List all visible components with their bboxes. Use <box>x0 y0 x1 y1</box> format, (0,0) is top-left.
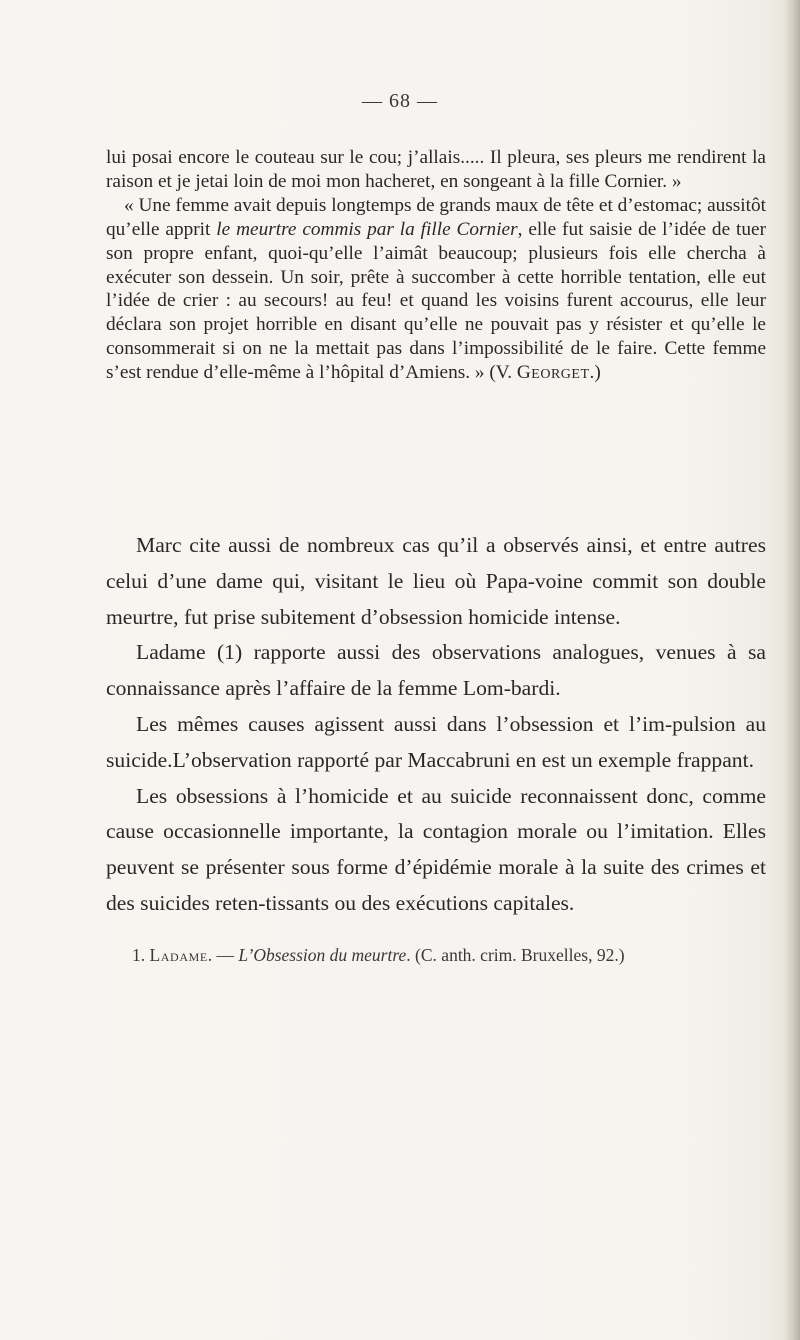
footnote-title: L’Obsession du meurtre <box>238 945 407 965</box>
quote-paragraph-1: lui posai encore le couteau sur le cou; j’allais..... Il pleura, ses pleurs me rendirent la raison et je jetai loin de moi mon hacheret, en songeant à la fille Cornier. » <box>106 147 766 192</box>
quote-italic-phrase: le meurtre commis par la fille Cornier <box>216 218 518 240</box>
quote-source-author: Georget <box>516 362 590 384</box>
quote-paragraph-2-end: , elle fut saisie de l’idée de tuer son propre enfant, quoi-qu’elle l’aimât beaucoup; plusieurs fois elle chercha à exécuter son dessein. Un soir, prête à succomber à cette horrible tentation, elle eut l’idée de crier : au secours! au feu! et quand les voisins furent accourus, elle leur déclara son projet horrible en disant qu’elle ne pouvait pas y résister et qu’elle le consommerait si on ne la mettait pas dans l’impossibilité de le faire. Cette femme s’est rendue d’elle-même à l’hôpital d’Amiens. » <box>106 218 766 384</box>
quote-source-close: .) <box>589 362 601 384</box>
quote-paragraph-2-start: « Une femme avait depuis longtemps de grands maux de tête et d’estomac; aussitôt qu’elle apprit <box>106 194 766 240</box>
footnote-rest: . (C. anth. crim. Bruxelles, 92.) <box>406 945 625 965</box>
quote-source-open: (V. <box>484 362 517 384</box>
main-text <box>106 528 766 922</box>
quoted-passage <box>106 146 766 385</box>
page-edge-shadow <box>784 0 800 1340</box>
body-paragraph-3: Les mêmes causes agissent aussi dans l’obsession et l’im-pulsion au suicide.L’observation rapporté par Maccabruni en est un exemple frappant. <box>106 711 766 772</box>
body-paragraph-2: Ladame (1) rapporte aussi des observations analogues, venues à sa connaissance après l’affaire de la femme Lom-bardi. <box>106 640 766 701</box>
footnote-dash: . — <box>207 945 239 965</box>
footnote-number: 1. <box>132 945 150 965</box>
footnote <box>132 944 772 966</box>
quote-paragraph-2 <box>106 194 766 385</box>
page-number: — 68 — <box>362 90 438 112</box>
body-paragraph-4: Les obsessions à l’homicide et au suicide reconnaissent donc, comme cause occasionnelle importante, la contagion morale ou l’imitation. Elles peuvent se présenter sous forme d’épidémie morale à la suite des crimes et des suicides reten-tissants ou des exécutions capitales. <box>106 783 766 915</box>
footnote-author: Ladame <box>149 945 208 965</box>
body-paragraph-1: Marc cite aussi de nombreux cas qu’il a observés ainsi, et entre autres celui d’une dame qui, visitant le lieu où Papa-voine commit son double meurtre, fut prise subitement d’obsession homicide intense. <box>106 533 766 629</box>
